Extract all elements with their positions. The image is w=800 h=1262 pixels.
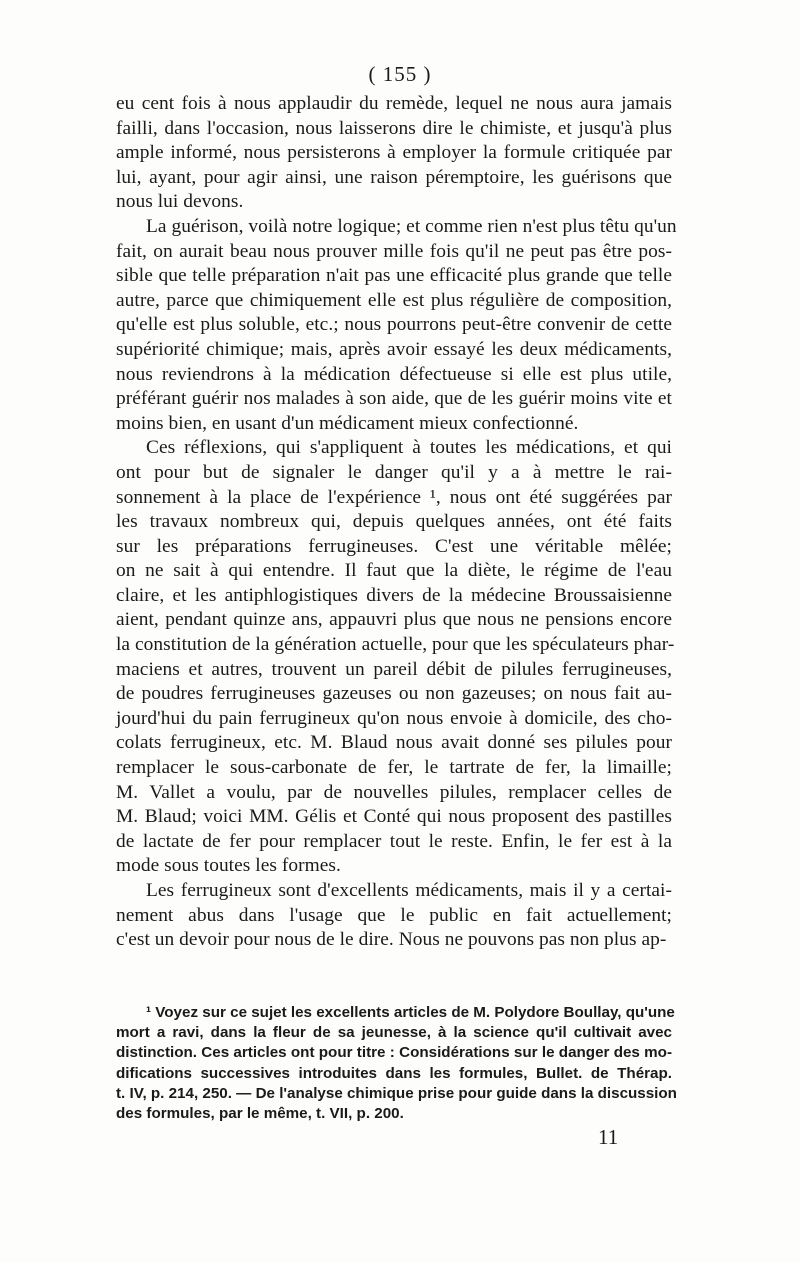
paragraph bbox=[116, 92, 672, 215]
footnote-line: des formules, par le même, t. VII, p. 200. bbox=[116, 1105, 404, 1123]
footnotes bbox=[116, 1003, 677, 1124]
text-line: de poudres ferrugineuses gazeuses ou non gazeuses; on nous fait au- bbox=[116, 683, 672, 705]
text-line: moins bien, en usant d'un médicament mieux confectionné. bbox=[116, 412, 579, 434]
footnote-line: ¹ Voyez sur ce sujet les excellents articles de M. Polydore Boullay, qu'une bbox=[146, 1004, 675, 1021]
footnote-line: distinction. Ces articles ont pour titre : Considérations sur le danger des mo- bbox=[116, 1044, 672, 1062]
text-line: c'est un devoir pour nous de le dire. Nous ne pouvons pas non plus ap- bbox=[116, 929, 667, 951]
paragraph bbox=[116, 436, 675, 879]
text-line: mode sous toutes les formes. bbox=[116, 855, 341, 877]
text-line: Les ferrugineux sont d'excellents médicaments, mais il y a certai- bbox=[146, 880, 672, 901]
text-line: Ces réflexions, qui s'appliquent à toutes les médications, et qui bbox=[146, 437, 672, 459]
text-line: autre, parce que chimiquement elle est plus régulière de composition, bbox=[116, 289, 672, 311]
text-line: eu cent fois à nous applaudir du remède, lequel ne nous aura jamais bbox=[116, 93, 672, 114]
text-line: sible que telle préparation n'ait pas une efficacité plus grande que telle bbox=[116, 265, 672, 287]
text-line: nement abus dans l'usage que le public en fait actuellement; bbox=[116, 904, 672, 926]
text-line: colats ferrugineux, etc. M. Blaud nous avait donné ses pilules pour bbox=[116, 732, 672, 754]
text-line: La guérison, voilà notre logique; et comme rien n'est plus têtu qu'un bbox=[146, 215, 677, 237]
text-line: jourd'hui du pain ferrugineux qu'on nous envoie à domicile, des cho- bbox=[116, 707, 672, 729]
footnote-line: t. IV, p. 214, 250. — De l'analyse chimique prise pour guide dans la discussion bbox=[116, 1084, 677, 1102]
text-line: maciens et autres, trouvent un pareil débit de pilules ferrugineuses, bbox=[116, 658, 672, 680]
text-line: lui, ayant, pour agir ainsi, une raison péremptoire, les guérisons que bbox=[116, 166, 672, 188]
text-line: sur les préparations ferrugineuses. C'est une véritable mêlée; bbox=[116, 535, 672, 557]
text-line: remplacer le sous-carbonate de fer, le tartrate de fer, la limaille; bbox=[116, 757, 672, 779]
text-line: les travaux nombreux qui, depuis quelques années, ont été faits bbox=[116, 511, 672, 533]
text-line: de lactate de fer pour remplacer tout le reste. Enfin, le fer est à la bbox=[116, 830, 672, 852]
page-number: ( 155 ) bbox=[368, 62, 432, 86]
footnote-line: difications successives introduites dans les formules, Bullet. de Thérap. bbox=[116, 1064, 672, 1082]
text-line: supériorité chimique; mais, après avoir essayé les deux médicaments, bbox=[116, 338, 672, 360]
paragraph bbox=[116, 215, 677, 436]
text-line: nous reviendrons à la médication défectueuse si elle est plus utile, bbox=[116, 363, 672, 385]
signature-mark: 11 bbox=[598, 1125, 619, 1149]
text-line: nous lui devons. bbox=[116, 191, 244, 213]
text-line: failli, dans l'occasion, nous laisserons dire le chimiste, et jusqu'à plus bbox=[116, 117, 672, 139]
text-line: M. Vallet a voulu, par de nouvelles pilules, remplacer celles de bbox=[116, 781, 672, 803]
text-line: M. Blaud; voici MM. Gélis et Conté qui nous proposent des pastilles bbox=[116, 806, 672, 828]
text-line: aient, pendant quinze ans, appauvri plus que nous ne pensions encore bbox=[116, 609, 672, 631]
text-line: on ne sait à qui entendre. Il faut que la diète, le régime de l'eau bbox=[116, 560, 672, 582]
paragraph bbox=[116, 879, 672, 953]
text-line: la constitution de la génération actuelle, pour que les spéculateurs phar- bbox=[116, 634, 675, 656]
text-line: qu'elle est plus soluble, etc.; nous pourrons peut-être convenir de cette bbox=[116, 314, 672, 336]
text-line: sonnement à la place de l'expérience ¹, nous ont été suggérées par bbox=[116, 486, 672, 508]
body-text bbox=[116, 92, 677, 953]
text-line: préférant guérir nos malades à son aide, que de les guérir moins vite et bbox=[116, 388, 672, 410]
text-line: claire, et les antiphlogistiques divers de la médecine Broussaisienne bbox=[116, 584, 672, 606]
text-line: fait, on aurait beau nous prouver mille fois qu'il ne peut pas être pos- bbox=[116, 240, 672, 262]
footnote-line: mort a ravi, dans la fleur de sa jeunesse, à la science qu'il cultivait avec bbox=[116, 1024, 672, 1042]
text-line: ample informé, nous persisterons à employer la formule critiquée par bbox=[116, 142, 672, 164]
text-line: ont pour but de signaler le danger qu'il y a à mettre le rai- bbox=[116, 461, 672, 483]
